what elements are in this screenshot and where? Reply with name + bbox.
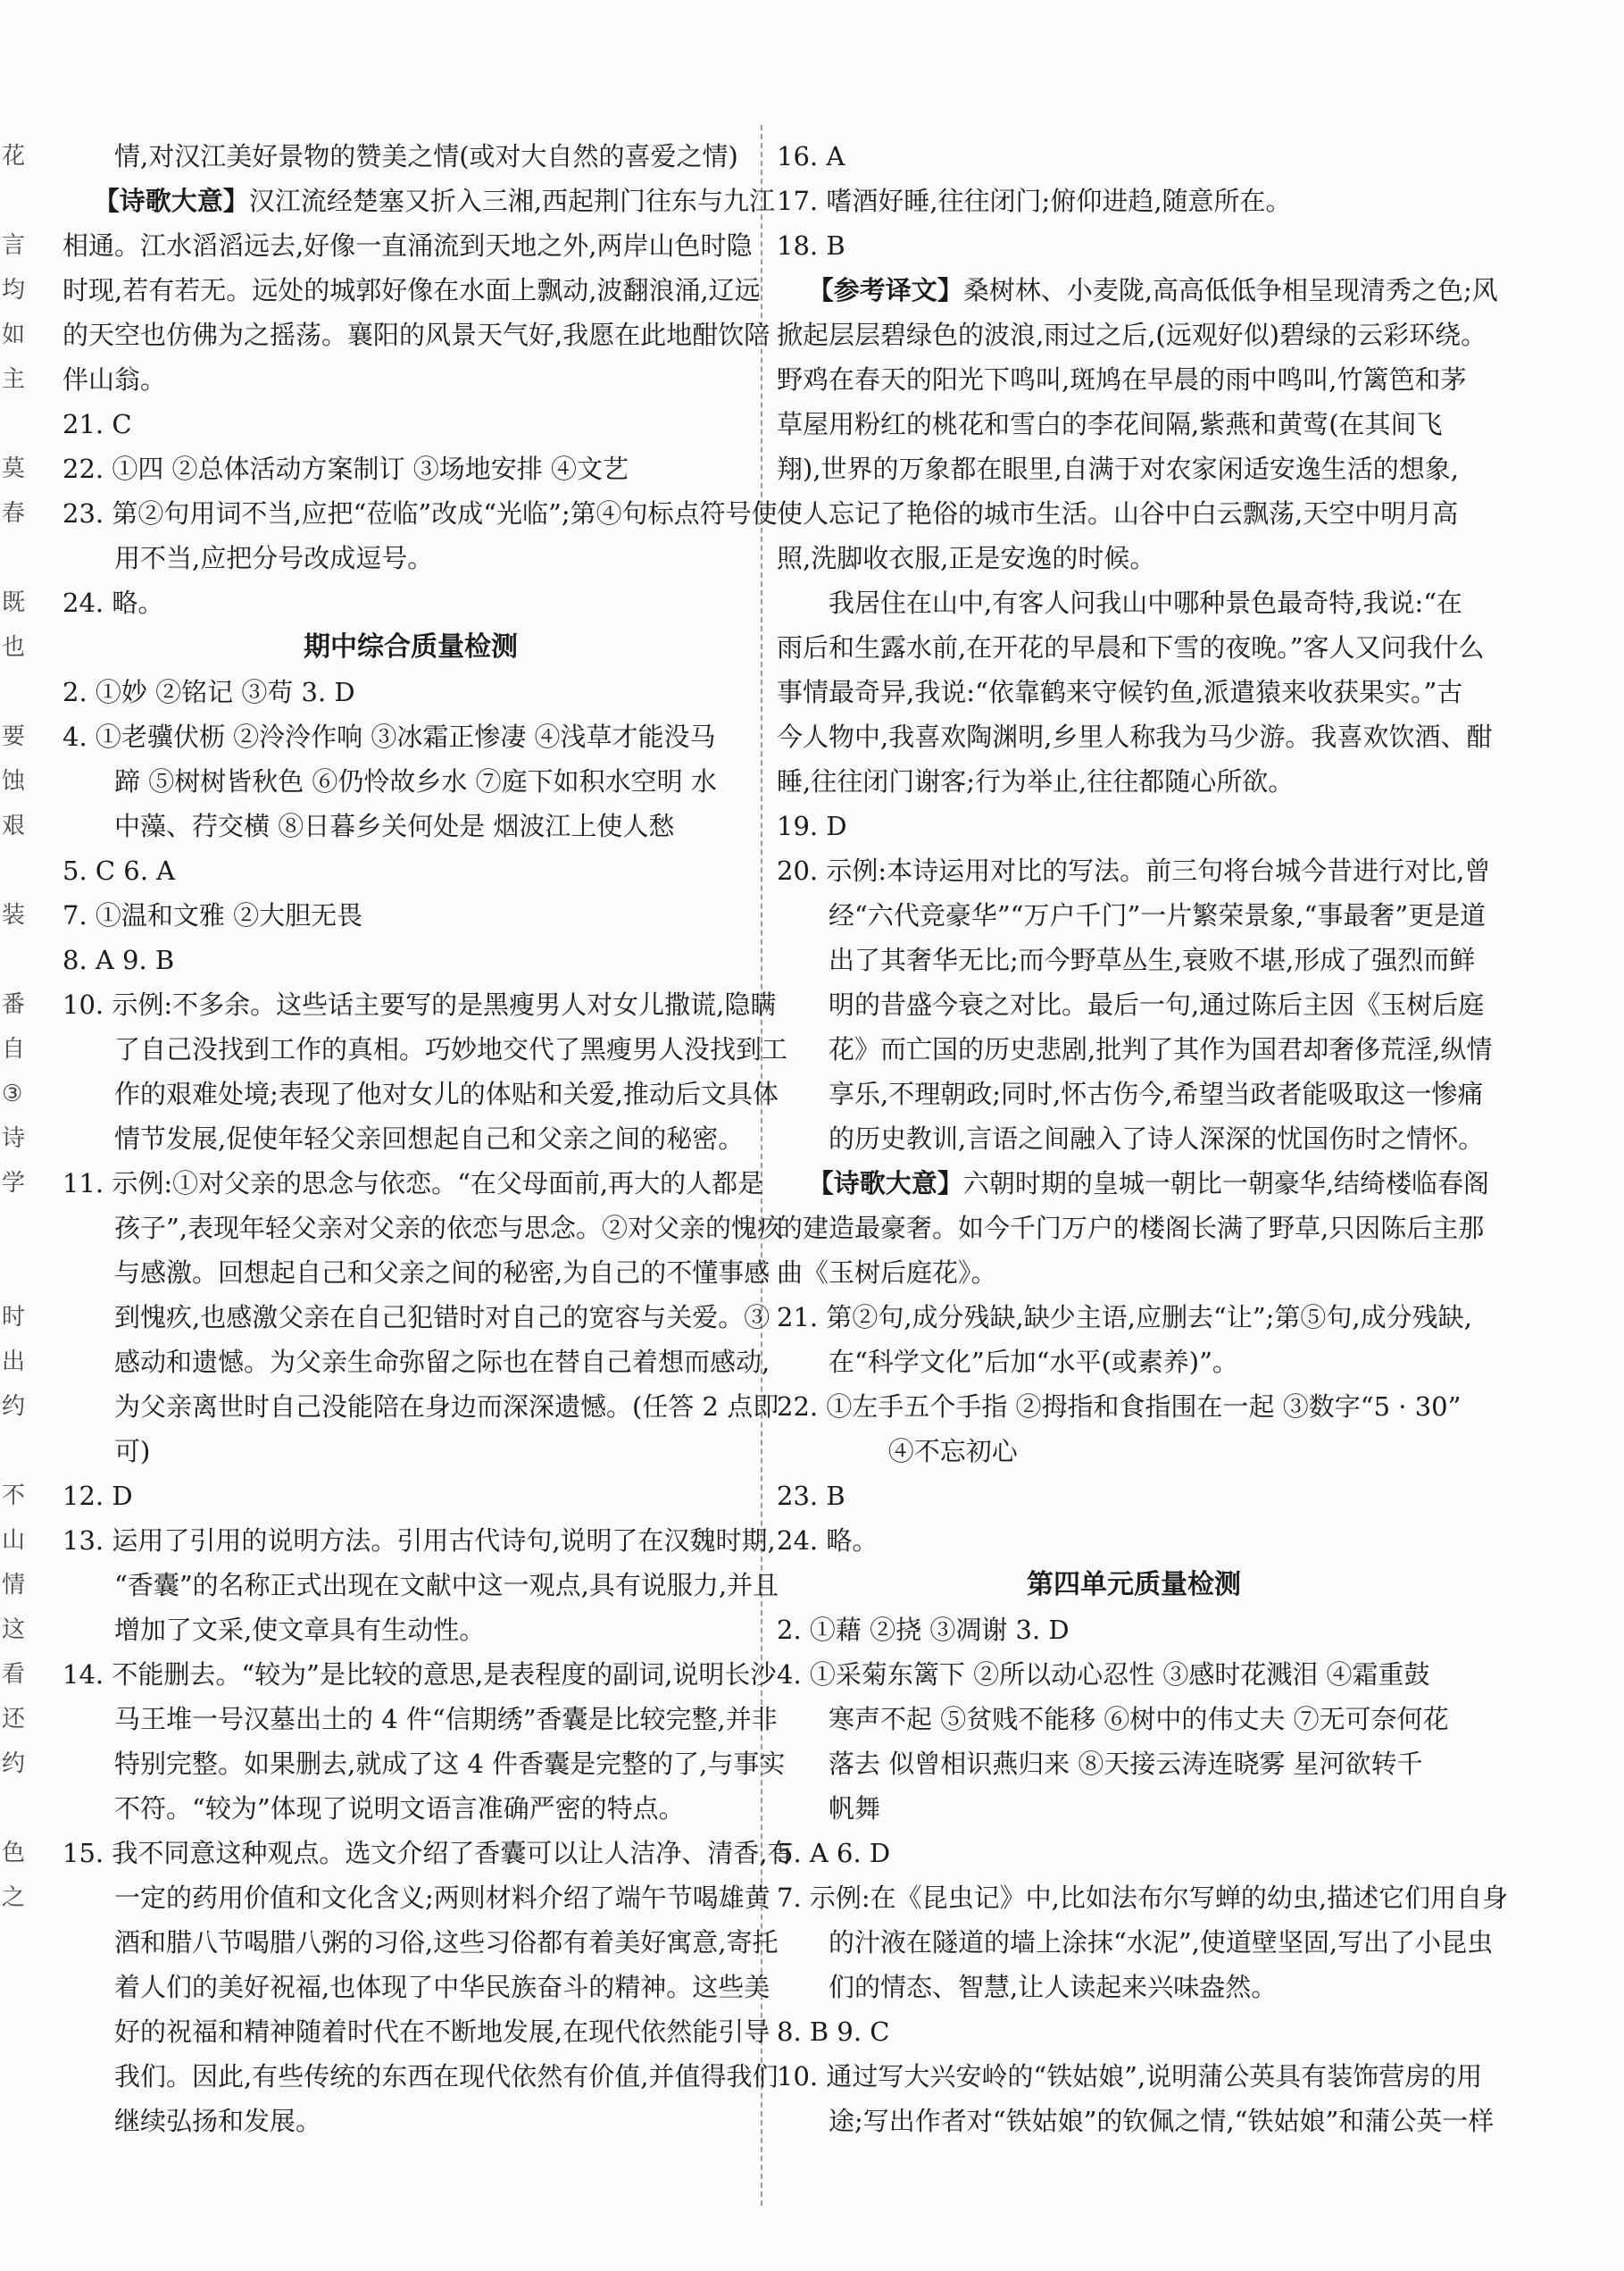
text-line	[777, 2099, 1495, 2143]
line-text: 途;写出作者对“铁姑娘”的钦佩之情,“铁姑娘”和蒲公英一样	[829, 2106, 1495, 2136]
line-text: 10. 通过写大兴安岭的“铁姑娘”,说明蒲公英具有装饰营房的用	[777, 2061, 1483, 2091]
edge-char: 出	[2, 1348, 26, 1375]
line-text: 17. 嗜酒好睡,往往闭门;俯仰进趋,随意所在。	[777, 186, 1292, 216]
line-text: 23. 第②句用词不当,应把“莅临”改成“光临”;第④句标点符号使	[62, 498, 778, 529]
line-text: 不符。“较为”体现了说明文语言准确严密的特点。	[114, 1793, 685, 1824]
line-text: 好的祝福和精神随着时代在不断地发展,在现代依然能引导	[114, 2016, 770, 2047]
line-text: 用不当,应把分号改成逗号。	[114, 543, 434, 573]
line-text: 情,对汉江美好景物的赞美之情(或对大自然的喜爱之情)	[114, 141, 738, 171]
line-text: 的历史教训,言语之间融入了诗人深深的忧国伤时之情怀。	[829, 1123, 1485, 1154]
left-margin-cut-text	[2, 134, 26, 1920]
edge-char: 要	[2, 723, 26, 750]
edge-char: 春	[2, 500, 26, 527]
section-title: 期中综合质量检测	[304, 631, 518, 663]
line-text: 24. 略。	[62, 588, 164, 618]
text-line	[62, 1027, 788, 1072]
line-text: 18. B	[777, 230, 845, 261]
edge-char	[2, 1786, 20, 1831]
edge-char: 莫	[2, 455, 26, 482]
text-line	[62, 1786, 759, 1831]
line-text: 8. B 9. C	[777, 2016, 890, 2047]
edge-char	[2, 1250, 20, 1295]
line-text: 享乐,不理朝政;同时,怀古伤今,希望当政者能吸取这一惨痛	[829, 1079, 1484, 1109]
text-line	[777, 848, 1491, 893]
text-line	[62, 447, 759, 491]
text-line	[62, 1518, 776, 1563]
line-text: 桑树林、小麦陇,高高低低争相呈现清秀之色;风	[962, 275, 1498, 305]
text-line	[777, 1831, 1491, 1875]
text-line	[62, 134, 759, 179]
edge-char: 情	[2, 1572, 26, 1599]
line-text: 增加了文采,使文章具有生动性。	[114, 1615, 486, 1645]
text-line	[777, 1875, 1509, 1920]
edge-char: 既	[2, 589, 26, 616]
text-line	[62, 893, 759, 938]
text-line	[777, 1429, 1491, 1474]
edge-char: 艰	[2, 813, 26, 839]
text-line	[62, 1474, 759, 1518]
text-line	[62, 714, 759, 759]
text-line	[62, 938, 759, 982]
text-line	[777, 1920, 1494, 1965]
line-text: 的天空也仿佛为之摇荡。襄阳的风景天气好,我愿在此地酣饮陪	[62, 320, 770, 350]
text-line	[62, 804, 759, 848]
text-line	[62, 670, 759, 714]
edge-char: 之	[2, 1884, 26, 1911]
line-text: 明的昔盛今衰之对比。最后一句,通过陈后主因《玉树后庭	[829, 989, 1485, 1020]
edge-char: 装	[2, 902, 26, 929]
text-line	[777, 1206, 1491, 1250]
text-line	[777, 1474, 1491, 1518]
line-text: 21. 第②句,成分残缺,缺少主语,应删去“让”;第⑤句,成分残缺,	[777, 1302, 1472, 1332]
line-text: 可)	[114, 1436, 151, 1466]
edge-char: 诗	[2, 1125, 26, 1152]
line-text: 酒和腊八节喝腊八粥的习俗,这些习俗都有着美好寓意,寄托	[114, 1927, 779, 1958]
edge-char: 自	[2, 1036, 26, 1063]
line-text: 8. A 9. B	[62, 945, 175, 975]
text-line	[62, 759, 759, 804]
text-line	[62, 580, 759, 625]
line-text: 14. 不能删去。“较为”是比较的意思,是表程度的副词,说明长沙	[62, 1659, 777, 1690]
line-text: 了自己没找到工作的真相。巧妙地交代了黑瘦男人没找到工	[114, 1034, 788, 1065]
line-text: 与感激。回想起自己和父亲之间的秘密,为自己的不懂事感	[114, 1257, 770, 1288]
line-text: 睡,往往闭门谢客;行为举止,往往都随心所欲。	[777, 766, 1295, 797]
line-text: 在“科学文化”后加“水平(或素养)”。	[829, 1347, 1238, 1377]
line-text: 为父亲离世时自己没能陪在身边而深深遗憾。(任答 2 点即	[114, 1391, 779, 1422]
line-text: 5. C 6. A	[62, 856, 176, 886]
edge-char: 主	[2, 366, 26, 393]
line-text: 中藻、荇交横 ⑧日暮乡关何处是 烟波江上使人愁	[114, 811, 675, 841]
text-line	[777, 402, 1491, 447]
line-text: 24. 略。	[777, 1525, 879, 1556]
right-column	[777, 134, 1509, 2143]
text-line	[62, 223, 759, 268]
line-text: 一定的药用价值和文化含义;两则材料介绍了端午节喝雄黄	[114, 1883, 770, 1913]
line-text: 野鸡在春天的阳光下鸣叫,斑鸠在早晨的雨中鸣叫,竹篱笆和茅	[777, 364, 1467, 395]
text-line	[62, 1429, 759, 1474]
line-text: 情节发展,促使年轻父亲回想起自己和父亲之间的秘密。	[114, 1123, 745, 1154]
line-text: 掀起层层碧绿色的波浪,雨过之后,(远观好似)碧绿的云彩环绕。	[777, 320, 1487, 350]
edge-char: 约	[2, 1393, 26, 1420]
section-title: 第四单元质量检测	[1027, 1569, 1241, 1600]
section-tag: 【诗歌大意】	[93, 186, 249, 216]
line-text: 经“六代竞豪华”“万户千门”一片繁荣景象,“事最奢”更是道	[829, 900, 1487, 931]
line-text: 感动和遗憾。为父亲生命弥留之际也在替自己着想而感动,	[114, 1347, 770, 1377]
text-line	[62, 268, 759, 313]
line-text: 22. ①左手五个手指 ②拇指和食指围在一起 ③数字“5 · 30”	[777, 1391, 1462, 1422]
text-line	[62, 848, 759, 893]
text-line	[777, 625, 1491, 670]
text-line	[777, 1116, 1491, 1161]
text-line	[62, 402, 759, 447]
line-text: 4. ①老骥伏枥 ②泠泠作响 ③冰霜正惨凄 ④浅草才能没马	[62, 722, 716, 752]
text-line	[62, 313, 770, 357]
text-line	[777, 1072, 1491, 1116]
line-text: 出了其奢华无比;而今野草丛生,衰败不堪,形成了强烈而鲜	[829, 945, 1476, 975]
text-line	[62, 982, 777, 1027]
section-tag: 【参考译文】	[807, 275, 963, 305]
text-line	[777, 313, 1491, 357]
text-line	[777, 1340, 1491, 1384]
edge-char	[2, 1429, 20, 1474]
text-line	[777, 1965, 1491, 2009]
edge-char: 看	[2, 1661, 26, 1688]
edge-char: 约	[2, 1750, 26, 1777]
line-text: 的汁液在隧道的墙上涂抹“水泥”,使道壁坚固,写出了小昆虫	[829, 1927, 1494, 1958]
text-line	[62, 1607, 759, 1652]
text-line	[777, 938, 1491, 982]
text-line	[62, 1875, 770, 1920]
text-line	[777, 1697, 1491, 1741]
text-line	[62, 1652, 777, 1697]
line-text: 2. ①藉 ②挠 ③凋谢 3. D	[777, 1615, 1070, 1645]
text-line	[777, 1741, 1491, 1786]
edge-char	[2, 402, 20, 447]
line-text: 相通。江水滔滔远去,好像一直涌流到天地之外,两岸山色时隐	[62, 230, 753, 261]
text-line	[62, 1697, 778, 1741]
text-line	[62, 1563, 779, 1607]
line-text: 15. 我不同意这种观点。选文介绍了香囊可以让人洁净、清香,有	[62, 1838, 794, 1868]
line-text: 使人忘记了艳俗的城市生活。山谷中白云飘荡,天空中明月高	[777, 498, 1459, 529]
line-text: 11. 示例:①对父亲的思念与依恋。“在父母面前,再大的人都是	[62, 1168, 764, 1198]
text-line	[777, 1384, 1491, 1429]
text-line	[62, 1206, 784, 1250]
line-text: 7. 示例:在《昆虫记》中,比如法布尔写蝉的幼虫,描述它们用自身	[777, 1883, 1509, 1913]
line-text: 落去 似曾相识燕归来 ⑧天接云涛连晓雾 星河欲转千	[829, 1749, 1423, 1779]
text-line	[62, 1965, 770, 2009]
edge-char: 学	[2, 1170, 26, 1197]
line-text: 寒声不起 ⑤贫贱不能移 ⑥树中的伟丈夫 ⑦无可奈何花	[829, 1704, 1449, 1734]
line-text: 蹄 ⑤树树皆秋色 ⑥仍怜故乡水 ⑦庭下如积水空明 水	[114, 766, 717, 797]
line-text: 13. 运用了引用的说明方法。引用古代诗句,说明了在汉魏时期,	[62, 1525, 776, 1556]
line-text: 伴山翁。	[62, 364, 167, 395]
text-line	[777, 759, 1491, 804]
text-line	[777, 223, 1491, 268]
line-text: 事情最奇异,我说:“依靠鹤来守候钓鱼,派遣猿来收获果实。”古	[777, 677, 1463, 707]
text-line	[777, 804, 1491, 848]
text-line	[777, 447, 1491, 491]
text-line	[62, 2009, 770, 2054]
line-text: 时现,若有若无。远处的城郭好像在水面上飘动,波翻浪涌,辽远	[62, 275, 761, 305]
edge-char	[2, 848, 20, 893]
edge-char: 花	[2, 143, 26, 170]
line-text: 5. A 6. D	[777, 1838, 891, 1868]
line-text: 雨后和生露水前,在开花的早晨和下雪的夜晚。”客人又问我什么	[777, 632, 1485, 663]
line-text: 4. ①采菊东篱下 ②所以动心忍性 ③感时花溅泪 ④霜重鼓	[777, 1659, 1430, 1690]
text-line	[777, 357, 1491, 402]
edge-char: 还	[2, 1706, 26, 1732]
line-text: 孩子”,表现年轻父亲对父亲的依恋与思念。②对父亲的愧疚	[114, 1213, 784, 1243]
line-text: ④不忘初心	[887, 1436, 1018, 1466]
edge-char	[2, 1206, 20, 1250]
text-line	[777, 2054, 1491, 2099]
text-line	[777, 670, 1491, 714]
line-text: 10. 示例:不多余。这些话主要写的是黑瘦男人对女儿撒谎,隐瞒	[62, 989, 777, 1020]
line-text: 着人们的美好祝福,也体现了中华民族奋斗的精神。这些美	[114, 1972, 770, 2002]
text-line	[777, 893, 1491, 938]
line-text: 22. ①四 ②总体活动方案制订 ③场地安排 ④文艺	[62, 454, 629, 484]
text-line	[777, 714, 1491, 759]
text-line	[777, 268, 1498, 313]
line-text: 翔),世界的万象都在眼里,自满于对农家闲适安逸生活的想象,	[777, 454, 1459, 484]
text-line	[777, 1161, 1491, 1206]
text-line	[777, 1607, 1491, 1652]
line-text: 特别完整。如果删去,就成了这 4 件香囊是完整的了,与事实	[114, 1749, 786, 1779]
edge-char: 均	[2, 277, 26, 304]
text-line	[62, 1116, 759, 1161]
line-text: 作的艰难处境;表现了他对女儿的体贴和关爱,推动后文具体	[114, 1079, 779, 1109]
line-text: 20. 示例:本诗运用对比的写法。前三句将台城今昔进行对比,曾	[777, 856, 1491, 886]
text-line	[777, 536, 1491, 580]
edge-char: 山	[2, 1527, 26, 1554]
text-line	[62, 491, 778, 536]
text-line	[62, 1741, 786, 1786]
text-line	[62, 1831, 794, 1875]
line-text: 帆舞	[829, 1793, 881, 1824]
line-text: 12. D	[62, 1481, 133, 1511]
edge-char: 言	[2, 232, 26, 259]
line-text: 们的情态、智慧,让人读起来兴味盎然。	[829, 1972, 1278, 2002]
edge-char: 也	[2, 634, 26, 661]
line-text: 19. D	[777, 811, 847, 841]
edge-char: 这	[2, 1616, 26, 1643]
text-line	[777, 580, 1491, 625]
text-line	[777, 2009, 1491, 2054]
text-line	[777, 1518, 1491, 1563]
text-line	[777, 491, 1491, 536]
edge-char: 色	[2, 1840, 26, 1866]
line-text: 7. ①温和文雅 ②大胆无畏	[62, 900, 363, 931]
text-line	[62, 1920, 779, 1965]
line-text: 我居住在山中,有客人问我山中哪种景色最奇特,我说:“在	[829, 588, 1463, 618]
line-text: 继续弘扬和发展。	[114, 2106, 322, 2136]
edge-char: 如	[2, 321, 26, 348]
line-text: 16. A	[777, 141, 845, 171]
text-line	[62, 1384, 779, 1429]
text-line	[62, 1340, 770, 1384]
line-text: 汉江流经楚塞又折入三湘,西起荆门往东与九江	[248, 186, 776, 216]
text-line	[62, 1250, 770, 1295]
line-text: 23. B	[777, 1481, 845, 1511]
line-text: 花》而亡国的历史悲剧,批判了其作为国君却奢侈荒淫,纵情	[829, 1034, 1493, 1065]
text-line	[62, 1072, 779, 1116]
line-text: 照,洗脚收衣服,正是安逸的时候。	[777, 543, 1156, 573]
edge-char: ③	[2, 1081, 23, 1107]
text-line	[62, 2054, 779, 2099]
left-column	[62, 134, 794, 2143]
line-text: 的建造最豪奢。如今千门万户的楼阁长满了野草,只因陈后主那	[777, 1213, 1485, 1243]
text-line	[62, 179, 776, 223]
text-line	[777, 1786, 1491, 1831]
text-line	[62, 536, 759, 580]
line-text: 今人物中,我喜欢陶渊明,乡里人称我为马少游。我喜欢饮酒、酣	[777, 722, 1493, 752]
edge-char: 番	[2, 991, 26, 1018]
edge-char: 时	[2, 1304, 26, 1331]
line-text: 我们。因此,有些传统的东西在现代依然有价值,并值得我们	[114, 2061, 779, 2091]
line-text: “香囊”的名称正式出现在文献中这一观点,具有说服力,并且	[114, 1570, 779, 1600]
text-line	[777, 1027, 1491, 1072]
line-text: 21. C	[62, 409, 132, 439]
line-text: 草屋用粉红的桃花和雪白的李花间隔,紫燕和黄莺(在其间飞	[777, 409, 1443, 439]
line-text: 马王堆一号汉墓出土的 4 件“信期绣”香囊是比较完整,并非	[114, 1704, 778, 1734]
edge-char	[2, 536, 20, 580]
text-line	[777, 1250, 1491, 1295]
edge-char: 不	[2, 1482, 26, 1509]
edge-char	[2, 670, 20, 714]
text-line	[62, 357, 759, 402]
line-text: 到愧疚,也感激父亲在自己犯错时对自己的宽容与关爱。③	[114, 1302, 770, 1332]
edge-char: 蚀	[2, 768, 26, 795]
line-text: 曲《玉树后庭花》。	[777, 1257, 997, 1288]
edge-char	[2, 179, 20, 223]
text-line	[777, 179, 1491, 223]
text-line	[62, 1295, 770, 1340]
text-line	[777, 982, 1491, 1027]
section-tag: 【诗歌大意】	[807, 1168, 963, 1198]
text-line	[777, 1295, 1491, 1340]
line-text: 六朝时期的皇城一朝比一朝豪华,结绮楼临春阁	[962, 1168, 1490, 1198]
line-text: 2. ①妙 ②铭记 ③苟 3. D	[62, 677, 355, 707]
text-line	[777, 1652, 1491, 1697]
text-line	[62, 2099, 759, 2143]
text-line	[777, 134, 1491, 179]
edge-char	[2, 938, 20, 982]
text-line	[62, 1161, 764, 1206]
